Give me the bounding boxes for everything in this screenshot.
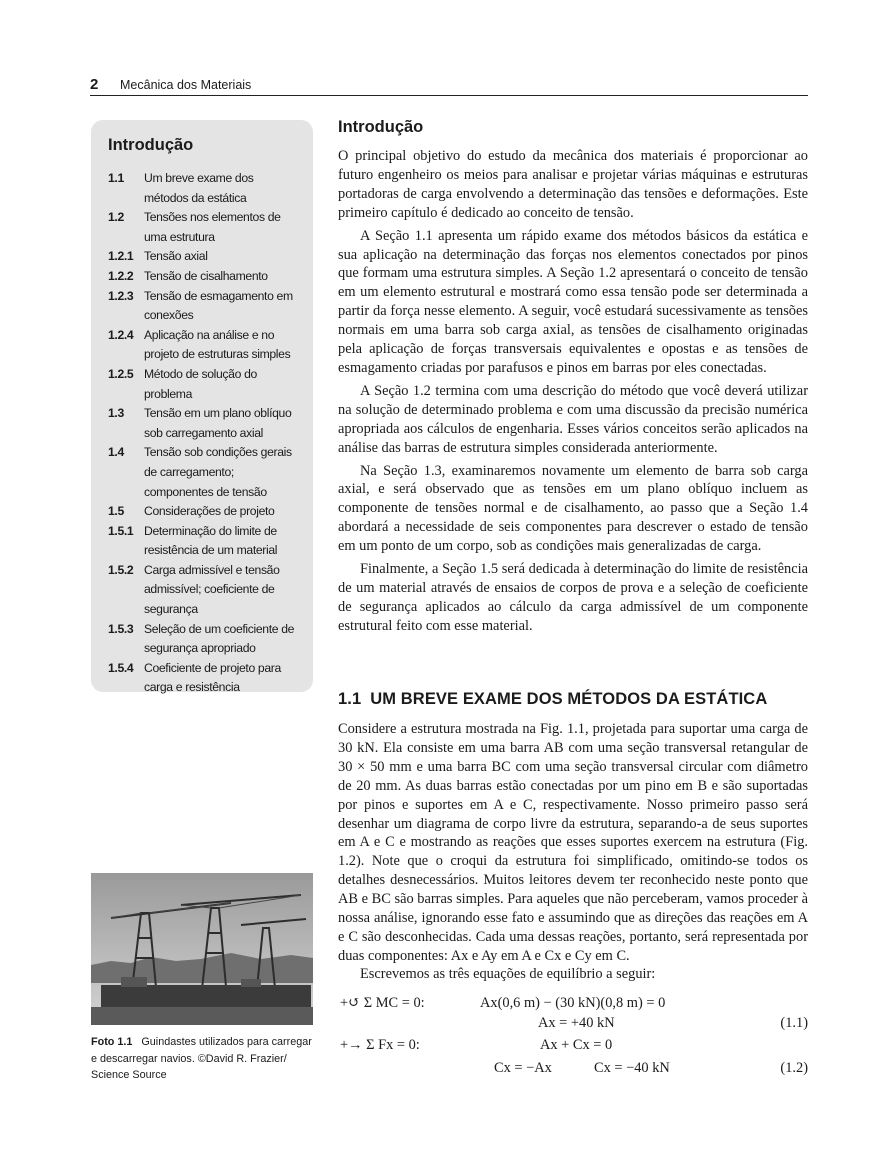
contents-item-number: 1.5.4 [108, 660, 134, 675]
running-header [90, 76, 808, 96]
contents-item-number: 1.1 [108, 171, 124, 185]
section-number: 1.1 [338, 690, 362, 708]
photo-label: Foto 1.1 [91, 1036, 133, 1048]
contents-item-number: 1.2 [108, 210, 124, 225]
contents-item [108, 287, 313, 326]
section-heading [338, 690, 808, 709]
section-body [338, 720, 808, 966]
contents-item-text: Tensão de esmagamento em conexões [144, 288, 293, 323]
contents-item-text: Um breve exame dos métodos da estática [144, 171, 254, 205]
contents-item-number: 1.5.2 [108, 562, 134, 577]
contents-item-number: 1.3 [108, 406, 124, 421]
photo-caption [91, 1034, 313, 1084]
cx-result: Cx = −40 kN [594, 1060, 670, 1076]
moment-eq-label: +↺ Σ MC = 0: [340, 995, 425, 1011]
cx-equals-minus-ax: Cx = −Ax [494, 1060, 552, 1076]
fx-eq-label: +→ Σ Fx = 0: [340, 1037, 420, 1053]
contents-item-number: 1.5.3 [108, 621, 134, 636]
section-paragraph: Considere a estrutura mostrada na Fig. 1.1, projetada para suportar uma carga de 30 kN. Ela consiste em uma barra AB com uma seção transversal retangular de 30 × 50 mm e uma barra BC com uma seção transversal circular com diâmetro de 20 mm. As duas barras estão conectadas por um pino em B e são suportadas por pinos e suportes em A e C, respectivamente. Nosso primeiro passo será desenhar um diagrama de corpo livre da estrutura, separando-a de seus suportes em A e C e mostrando as reações que esses suportes exercem na estrutura (Fig. 1.2). Note que o croqui da estrutura foi simplificado, omitindo-se todos os detalhes desnecessários. Muitos leitores devem ter reconhecido neste ponto que AB e BC são barras simples. Para aqueles que não perceberam, vamos proceder à nossa análise, ignorando esse fato e assumindo que as direções das reações em A e C são desconhecidas. Cada uma dessas reações, portanto, será representada por duas componentes: Ax e Ay em A e Cx e Cy em C. [338, 721, 808, 964]
contents-item-number: 1.2.2 [108, 268, 134, 283]
equations-intro: Escrevemos as três equações de equilíbrio a seguir: [360, 966, 656, 982]
photo-caption-text: Guindastes utilizados para carregar e descarregar navios. ©David R. Frazier/ Science Source [91, 1036, 312, 1081]
contents-item [108, 502, 313, 522]
chapter-contents-box [91, 120, 313, 695]
contents-item [108, 659, 313, 698]
contents-item-number: 1.2.1 [108, 249, 134, 264]
contents-list [108, 169, 313, 698]
contents-item-text: Seleção de um coeficiente de segurança apropriado [144, 621, 295, 656]
section-title: UM BREVE EXAME DOS MÉTODOS DA ESTÁTICA [370, 690, 768, 708]
contents-item-number: 1.2.3 [108, 288, 134, 303]
contents-item-text: Tensão de cisalhamento [144, 268, 268, 283]
contents-item [108, 169, 313, 208]
introduction-heading: Introdução [338, 118, 424, 136]
contents-item [108, 404, 313, 443]
contents-item [108, 247, 313, 267]
contents-item [108, 326, 313, 365]
ax-result: Ax = +40 kN [538, 1015, 615, 1031]
page-number: 2 [90, 76, 99, 93]
fx-equation: Ax + Cx = 0 [540, 1037, 613, 1053]
contents-item [108, 561, 313, 620]
intro-paragraph: Finalmente, a Seção 1.5 será dedicada à determinação do limite de resistência de um material através de ensaios de corpos de prova e a seleção de coeficiente de segurança aplicados ao cálculo da carga admissível de um componente estrutural feito com esse material. [338, 561, 808, 634]
contents-item [108, 620, 313, 659]
contents-item-text: Coeficiente de projeto para carga e resistência [144, 660, 281, 695]
contents-item [108, 443, 313, 502]
intro-paragraph: A Seção 1.1 apresenta um rápido exame dos métodos básicos da estática e sua aplicação na determinação das forças nos elementos conectados por pinos que formam uma estrutura simples. A Seção 1.2 apresentará o conceito de tensão em um elemento estrutural e mostrará como essa tensão pode ser determinada a partir da força nesse elemento. A seguir, você estudará sucessivamente as tensões normais em uma barra sob carga axial, as tensões de cisalhamento originadas pela aplicação de forças transversais equivalentes e opostas e as tensões de esmagamento criadas por parafusos e pinos em barras por eles conectadas. [338, 227, 808, 376]
contents-item-text: Considerações de projeto [144, 504, 275, 519]
intro-paragraph: O principal objetivo do estudo da mecânica dos materiais é proporcionar ao futuro engenheiro os meios para analisar e projetar várias máquinas e estruturas portadoras de carga envolvendo a determinação das tensões e deformações. Este primeiro capítulo é dedicado ao conceito de tensão. [338, 148, 808, 221]
cranes-photo-image [91, 873, 313, 1025]
equilibrium-equations [338, 993, 808, 1083]
contents-item-text: Tensões nos elementos de uma estrutura [144, 210, 281, 244]
contents-item [108, 208, 313, 247]
contents-item-text: Método de solução do problema [144, 366, 257, 401]
contents-item-number: 1.2.5 [108, 366, 134, 381]
contents-item-text: Tensão axial [144, 249, 208, 264]
contents-item-number: 1.4 [108, 445, 124, 460]
contents-item [108, 365, 313, 404]
contents-title: Introdução [108, 136, 194, 154]
contents-item-text: Aplicação na análise e no projeto de estruturas simples [144, 327, 291, 362]
equation-number-1: (1.1) [780, 1015, 808, 1031]
intro-paragraph: Na Seção 1.3, examinaremos novamente um elemento de barra sob carga axial, e será observado que as tensões em um plano oblíquo incluem as componente de tensões normal e de cisalhamento, ao passo que a Seção 1.4 abordará a necessidade de seis componentes para descrever o estado de tensão em um ponto de um corpo, sob as condições mais generalizadas de carga. [338, 462, 808, 555]
contents-item-text: Determinação do limite de resistência de um material [144, 523, 278, 558]
contents-item [108, 522, 313, 561]
contents-item-text: Carga admissível e tensão admissível; coeficiente de segurança [144, 562, 280, 617]
contents-item-number: 1.5 [108, 504, 124, 519]
contents-item-number: 1.5.1 [108, 523, 134, 538]
equation-number-2: (1.2) [780, 1060, 808, 1076]
book-title: Mecânica dos Materiais [120, 78, 252, 92]
moment-equation: Ax(0,6 m) − (30 kN)(0,8 m) = 0 [480, 995, 666, 1011]
intro-paragraph: A Seção 1.2 termina com uma descrição do método que você deverá utilizar na solução de determinado problema e com uma discussão da precisão numérica apropriada aos cálculos de engenharia. Esses vários conceitos serão aplicados na análise das barras de estrutura simples considerada anteriormente. [338, 382, 808, 456]
photo-cranes [91, 873, 313, 1025]
contents-item-text: Tensão sob condições gerais de carregamento; componentes de tensão [144, 445, 292, 499]
contents-item-number: 1.2.4 [108, 327, 134, 342]
introduction-section [338, 118, 808, 636]
contents-item [108, 267, 313, 287]
contents-item-text: Tensão em um plano oblíquo sob carregamento axial [144, 406, 292, 440]
